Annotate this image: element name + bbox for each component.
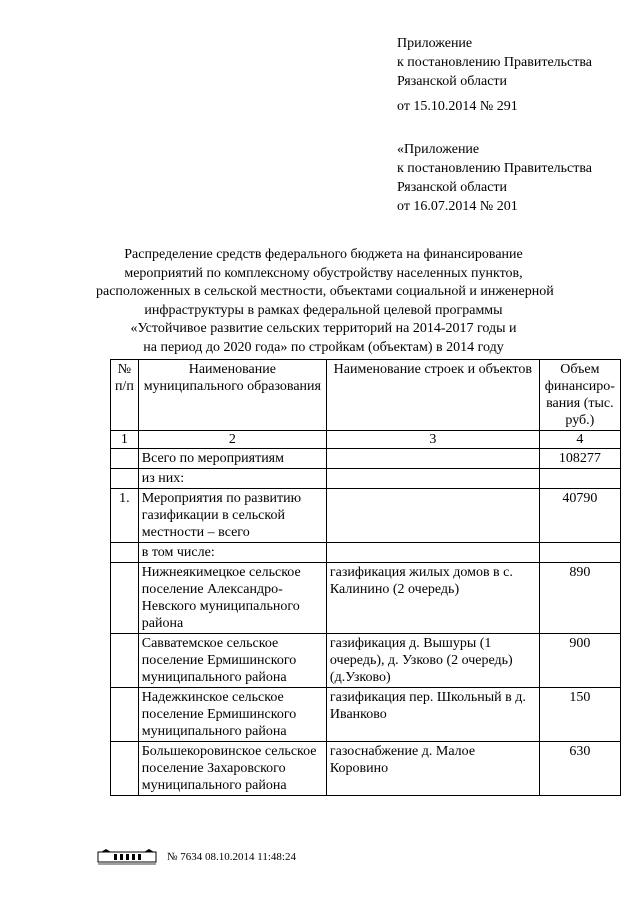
row-object bbox=[326, 489, 539, 543]
header-line: Приложение bbox=[397, 36, 473, 51]
row-municipality: Нижнеякимецкое сельское поселение Александро-Невского муниципального района bbox=[138, 563, 326, 634]
document-title bbox=[96, 246, 554, 357]
registry-stamp-icon bbox=[97, 848, 157, 866]
row-object: газоснабжение д. Малое Коровино bbox=[326, 742, 539, 796]
row-sum: 150 bbox=[539, 688, 620, 742]
row-municipality: Всего по мероприятиям bbox=[138, 449, 326, 469]
table-row bbox=[111, 563, 621, 634]
header-line: Рязанской области bbox=[397, 180, 508, 195]
row-number bbox=[111, 449, 139, 469]
table-row bbox=[111, 449, 621, 469]
column-index: 4 bbox=[539, 431, 620, 449]
row-municipality: из них: bbox=[138, 469, 326, 489]
title-line: «Устойчивое развитие сельских территорий на 2014-2017 годы и bbox=[130, 321, 517, 336]
row-municipality: Мероприятия по развитию газификации в сельской местности – всего bbox=[138, 489, 326, 543]
row-number bbox=[111, 688, 139, 742]
title-line: инфраструктуры в рамках федеральной целевой программы bbox=[144, 302, 503, 318]
table-row bbox=[111, 543, 621, 563]
row-object: газификация жилых домов в с. Калинино (2 очередь) bbox=[326, 563, 539, 634]
row-object bbox=[326, 543, 539, 563]
column-index: 2 bbox=[138, 431, 326, 449]
row-object bbox=[326, 469, 539, 489]
row-municipality: в том числе: bbox=[138, 543, 326, 563]
row-sum: 630 bbox=[539, 742, 620, 796]
header-line: «Приложение bbox=[397, 142, 480, 157]
table-row bbox=[111, 469, 621, 489]
table-row bbox=[111, 489, 621, 543]
row-sum bbox=[539, 469, 620, 489]
table-row bbox=[111, 634, 621, 688]
row-number bbox=[111, 469, 139, 489]
title-line: мероприятий по комплексному обустройству населенных пунктов, bbox=[124, 265, 523, 281]
title-line: Распределение средств федерального бюджета на финансирование bbox=[124, 247, 523, 262]
header-date: от 15.10.2014 № 291 bbox=[397, 99, 518, 114]
registry-number: № 7634 08.10.2014 11:48:24 bbox=[167, 851, 296, 863]
row-number bbox=[111, 563, 139, 634]
header-num: № п/п bbox=[111, 360, 139, 431]
header-line: к постановлению Правительства bbox=[397, 161, 593, 176]
funding-table bbox=[110, 359, 621, 796]
header-original-resolution bbox=[397, 140, 592, 216]
table-header-row bbox=[111, 360, 621, 431]
row-object: газификация д. Вышуры (1 очередь), д. Узково (2 очередь) (д.Узково) bbox=[326, 634, 539, 688]
row-sum: 40790 bbox=[539, 489, 620, 543]
header-municipality: Наименование муниципального образования bbox=[138, 360, 326, 431]
row-number bbox=[111, 543, 139, 563]
table-row bbox=[111, 742, 621, 796]
row-number bbox=[111, 742, 139, 796]
header-current-resolution bbox=[397, 34, 592, 116]
header-line: к постановлению Правительства bbox=[397, 55, 593, 70]
header-date: от 16.07.2014 № 201 bbox=[397, 199, 518, 214]
row-object: газификация пер. Школьный в д. Иванково bbox=[326, 688, 539, 742]
document-footer bbox=[97, 848, 296, 866]
title-line: расположенных в сельской местности, объектами социальной и инженерной bbox=[96, 284, 554, 299]
row-sum: 900 bbox=[539, 634, 620, 688]
row-sum bbox=[539, 543, 620, 563]
column-index: 3 bbox=[326, 431, 539, 449]
column-index: 1 bbox=[111, 431, 139, 449]
row-sum: 108277 bbox=[539, 449, 620, 469]
header-objects: Наименование строек и объектов bbox=[326, 360, 539, 431]
column-index-row bbox=[111, 431, 621, 449]
row-object bbox=[326, 449, 539, 469]
row-municipality: Большекоровинское сельское поселение Захаровского муниципального района bbox=[138, 742, 326, 796]
header-line: Рязанской области bbox=[397, 74, 508, 89]
row-municipality: Надежкинское сельское поселение Ермишинского муниципального района bbox=[138, 688, 326, 742]
row-municipality: Савватемское сельское поселение Ермишинского муниципального района bbox=[138, 634, 326, 688]
header-volume: Объем финансиро-вания (тыс. руб.) bbox=[539, 360, 620, 431]
table-row bbox=[111, 688, 621, 742]
row-sum: 890 bbox=[539, 563, 620, 634]
row-number bbox=[111, 634, 139, 688]
row-number: 1. bbox=[111, 489, 139, 543]
title-line: на период до 2020 года» по стройкам (объектам) в 2014 году bbox=[143, 339, 504, 355]
